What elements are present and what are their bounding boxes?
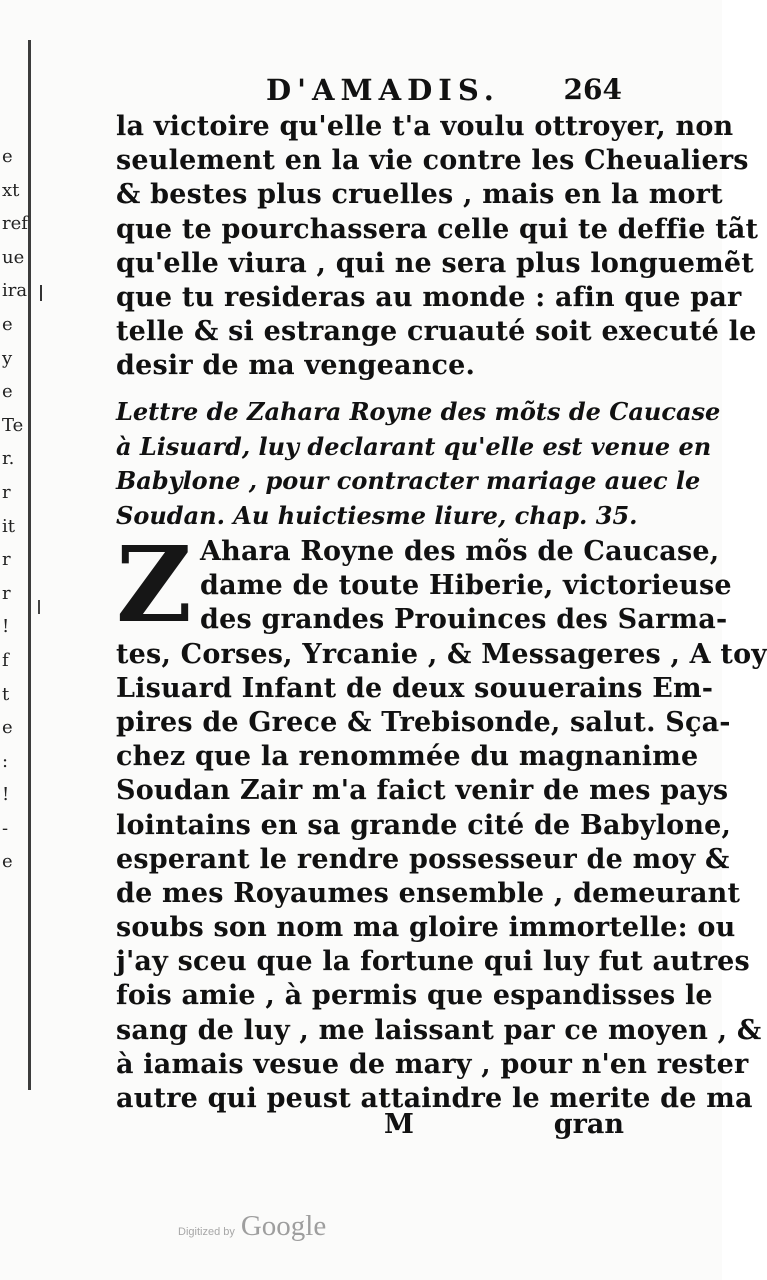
margin-fragment: r bbox=[2, 481, 11, 503]
margin-fragment: ira bbox=[2, 280, 28, 302]
margin-fragment: ref bbox=[2, 213, 28, 235]
text-line: soubs son nom ma gloire immortelle: ou bbox=[116, 912, 736, 944]
letter-heading bbox=[116, 395, 721, 533]
digitizer-logo: Google bbox=[240, 1210, 327, 1242]
text-line: lointains en sa grande cité de Babylone, bbox=[116, 809, 732, 841]
letter-body bbox=[116, 523, 767, 1116]
text-line: dame de toute Hiberie, victorieuse bbox=[200, 570, 732, 602]
gutter-edge bbox=[28, 40, 31, 1090]
margin-fragment: ue bbox=[2, 246, 25, 268]
text-line: autre qui peust attaindre le merite de ma bbox=[116, 1083, 753, 1114]
text-line: Ahara Royne des mõs de Caucase, bbox=[200, 536, 720, 567]
margin-fragment: r bbox=[2, 549, 11, 571]
margin-fragment: : bbox=[2, 750, 9, 772]
text-line: sang de luy , me laissant par ce moyen , & bbox=[116, 1014, 762, 1046]
page-number: 264 bbox=[563, 73, 622, 106]
paragraph-continued bbox=[116, 110, 759, 384]
text-line: chez que la renommée du magnanime bbox=[116, 741, 699, 773]
digitized-prefix: Digitized by bbox=[178, 1226, 235, 1238]
margin-fragment: ! bbox=[2, 784, 10, 806]
margin-fragment: Te bbox=[2, 414, 24, 436]
margin-fragment: ! bbox=[2, 616, 10, 638]
text-line: que tu resideras au monde : afin que par bbox=[116, 281, 742, 313]
margin-fragment: xt bbox=[2, 179, 20, 201]
margin-fragment: e bbox=[2, 717, 13, 739]
gutter-mark bbox=[40, 285, 42, 301]
margin-fragment: r. bbox=[2, 448, 15, 470]
page-footer-marks bbox=[116, 1107, 626, 1143]
margin-fragment: t bbox=[2, 683, 10, 705]
text-line: desir de ma vengeance. bbox=[116, 350, 476, 382]
text-line: esperant le rendre possesseur de moy & bbox=[116, 843, 730, 875]
margin-fragment: - bbox=[2, 817, 9, 839]
margin-fragment: r bbox=[2, 582, 11, 604]
facing-page-fragments bbox=[0, 140, 28, 879]
text-line: Lisuard Infant de deux souuerains Em- bbox=[116, 672, 714, 704]
text-line: j'ay sceu que la fortune qui luy fut autres bbox=[116, 946, 750, 978]
margin-fragment: e bbox=[2, 146, 13, 167]
text-line: pires de Grece & Trebisonde, salut. Sça- bbox=[116, 706, 731, 738]
text-line: qu'elle viura , qui ne sera plus longuemẽt bbox=[116, 247, 754, 279]
text-line: telle & si estrange cruauté soit executé le bbox=[116, 316, 757, 348]
gutter-mark bbox=[38, 600, 40, 614]
margin-fragment: e bbox=[2, 851, 13, 873]
text-line: & bestes plus cruelles , mais en la mort bbox=[116, 179, 723, 211]
margin-fragment: f bbox=[2, 649, 9, 671]
signature-mark: M bbox=[384, 1109, 414, 1140]
text-line: de mes Royaumes ensemble , demeurant bbox=[116, 877, 741, 909]
margin-fragment: e bbox=[2, 381, 13, 403]
text-line: tes, Corses, Yrcanie , & Messageres , A toy bbox=[116, 638, 767, 670]
heading-line: à Lisuard, luy declarant qu'elle est venue en bbox=[116, 431, 712, 461]
margin-fragment: e bbox=[2, 313, 13, 335]
text-line: fois amie , à permis que espandisses le bbox=[116, 980, 713, 1012]
text-line: la victoire qu'elle t'a voulu ottroyer, non bbox=[116, 111, 734, 142]
catchword: gran bbox=[553, 1109, 624, 1140]
margin-fragment: y bbox=[2, 347, 13, 369]
drop-cap: Z bbox=[116, 523, 192, 646]
heading-line: Babylone , pour contracter mariage auec le bbox=[116, 466, 701, 495]
text-line: seulement en la vie contre les Cheualiers bbox=[116, 145, 749, 177]
page-header bbox=[118, 68, 628, 112]
heading-line: Soudan. Au huictiesme liure, chap. 35. bbox=[116, 500, 638, 530]
text-line: des grandes Prouinces des Sarma- bbox=[200, 604, 728, 636]
text-line: que te pourchassera celle qui te deffie tãt bbox=[116, 213, 759, 245]
heading-line: Lettre de Zahara Royne des mõts de Caucase bbox=[116, 397, 721, 426]
running-head: D'AMADIS. bbox=[266, 73, 500, 107]
text-line: Soudan Zair m'a faict venir de mes pays bbox=[116, 775, 729, 807]
digitized-watermark bbox=[178, 1210, 326, 1250]
margin-fragment: it bbox=[2, 515, 15, 537]
text-line: à iamais vesue de mary , pour n'en rester bbox=[116, 1048, 749, 1080]
